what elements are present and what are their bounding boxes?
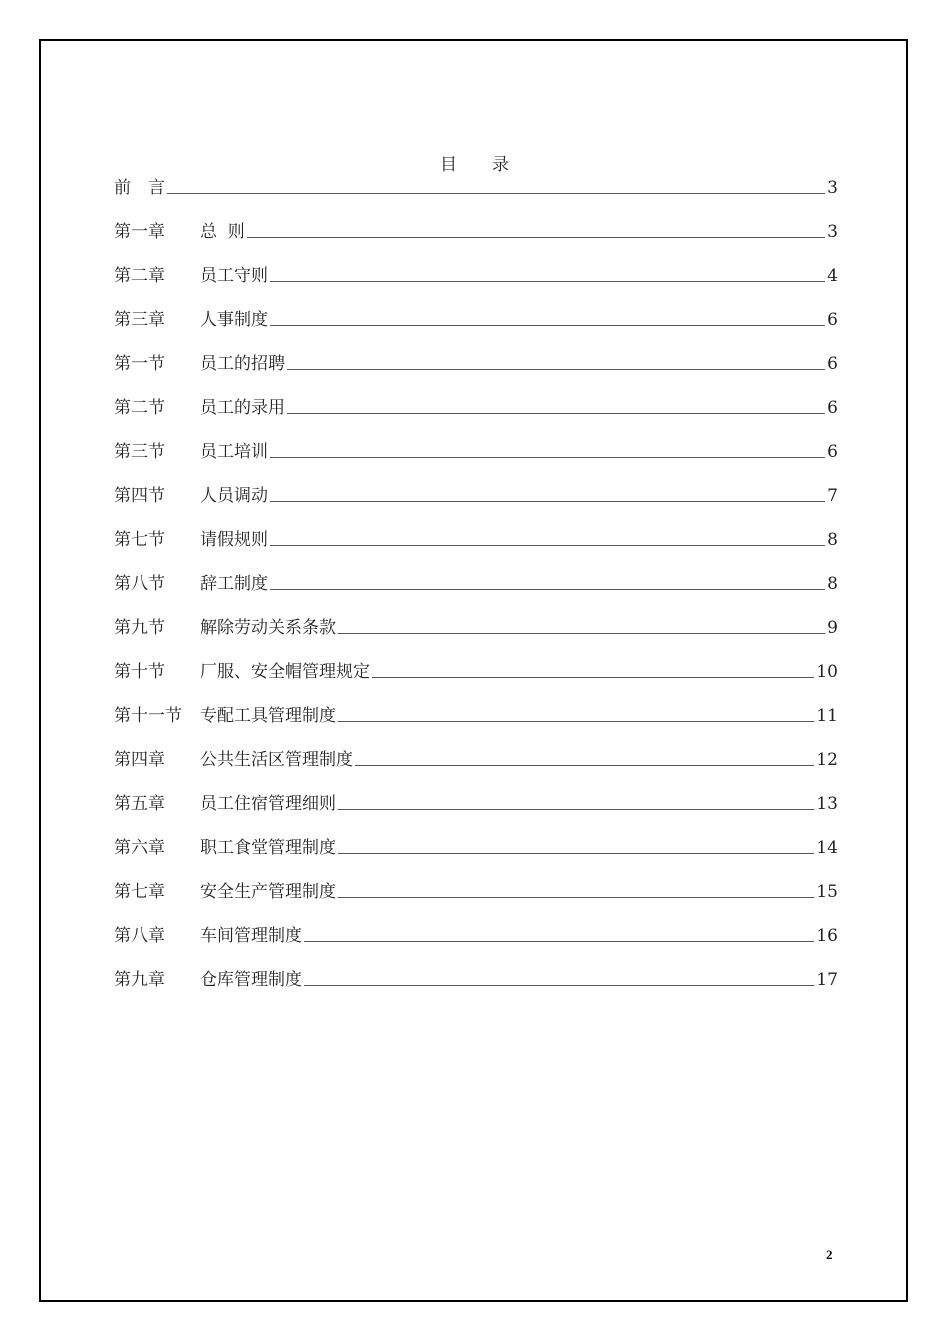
toc-entry-text: 员工住宿管理细则	[200, 794, 336, 814]
toc-entry-text: 辞工制度	[200, 574, 268, 594]
toc-leader-line	[270, 456, 825, 458]
toc-entry-page: 16	[816, 926, 838, 946]
toc-leader-line	[338, 852, 814, 854]
toc-entry-label: 前 言	[114, 178, 165, 198]
toc-entry-page: 3	[827, 222, 838, 242]
toc-leader-line	[287, 412, 825, 414]
toc-entry-text: 解除劳动关系条款	[200, 618, 336, 638]
toc-entry-text: 专配工具管理制度	[200, 706, 336, 726]
toc-entry-text: 员工的招聘	[200, 354, 285, 374]
toc-leader-line	[270, 544, 825, 546]
toc-entry-label: 第六章	[114, 838, 165, 858]
toc-entry[interactable]	[114, 904, 838, 948]
toc-entry-page: 6	[827, 398, 838, 418]
toc-entry[interactable]	[114, 288, 838, 332]
toc-entry[interactable]	[114, 684, 838, 728]
toc-leader-line	[270, 500, 825, 502]
toc-leader-line	[304, 984, 814, 986]
toc-entry-label: 第一章	[114, 222, 165, 242]
toc-entry-label: 第七节	[114, 530, 165, 550]
toc-entry-label: 第五章	[114, 794, 165, 814]
toc-entry-page: 9	[827, 618, 838, 638]
toc-entry-text: 仓库管理制度	[200, 970, 302, 990]
toc-entry[interactable]	[114, 376, 838, 420]
toc-entry[interactable]	[114, 552, 838, 596]
toc-entry-page: 11	[816, 706, 838, 726]
toc-entry[interactable]	[114, 332, 838, 376]
toc-leader-line	[287, 368, 825, 370]
toc-leader-line	[167, 192, 825, 194]
toc-entry-text: 员工的录用	[200, 398, 285, 418]
toc-entry-page: 8	[827, 530, 838, 550]
toc-entry-label: 第八节	[114, 574, 165, 594]
toc-entry-text: 安全生产管理制度	[200, 882, 336, 902]
toc-entry-label: 第九章	[114, 970, 165, 990]
toc-entry-label: 第八章	[114, 926, 165, 946]
toc-entry-text: 请假规则	[200, 530, 268, 550]
toc-entry-page: 17	[816, 970, 838, 990]
toc-entry-page: 15	[816, 882, 838, 902]
toc-entry-label: 第三章	[114, 310, 165, 330]
toc-entry-label: 第一节	[114, 354, 165, 374]
toc-leader-line	[304, 940, 814, 942]
toc-entry-label: 第十节	[114, 662, 165, 682]
toc-entry-page: 6	[827, 442, 838, 462]
toc-entry[interactable]	[114, 816, 838, 860]
toc-entry-label: 第十一节	[114, 706, 182, 726]
toc-entry-page: 4	[827, 266, 838, 286]
toc-entry-page: 7	[827, 486, 838, 506]
toc-title-left: 目	[440, 155, 458, 175]
toc-leader-line	[270, 324, 825, 326]
toc-entry-page: 12	[816, 750, 838, 770]
toc-entry-label: 第四章	[114, 750, 165, 770]
toc-entry-text: 总 则	[200, 222, 245, 242]
toc-leader-line	[355, 764, 814, 766]
toc-entry-preface[interactable]	[114, 174, 838, 200]
toc-entry-text: 员工培训	[200, 442, 268, 462]
toc-title	[0, 150, 950, 175]
toc-leader-line	[338, 632, 825, 634]
toc-entry[interactable]	[114, 640, 838, 684]
toc-entry[interactable]	[114, 244, 838, 288]
toc-list	[114, 174, 838, 992]
toc-entry[interactable]	[114, 464, 838, 508]
toc-entry-text: 员工守则	[200, 266, 268, 286]
toc-entry-label: 第二节	[114, 398, 165, 418]
toc-entry-page: 13	[816, 794, 838, 814]
toc-entry[interactable]	[114, 596, 838, 640]
toc-entry-text: 厂服、安全帽管理规定	[200, 662, 370, 682]
toc-entry-page: 10	[816, 662, 838, 682]
toc-entry[interactable]	[114, 860, 838, 904]
toc-entry[interactable]	[114, 200, 838, 244]
toc-leader-line	[338, 720, 814, 722]
toc-leader-line	[338, 896, 814, 898]
toc-leader-line	[270, 280, 825, 282]
toc-entry-label: 第二章	[114, 266, 165, 286]
toc-entry-page: 8	[827, 574, 838, 594]
toc-entry[interactable]	[114, 728, 838, 772]
toc-entry-page: 3	[827, 178, 838, 198]
toc-entry[interactable]	[114, 948, 838, 992]
toc-entry-label: 第七章	[114, 882, 165, 902]
toc-leader-line	[372, 676, 814, 678]
toc-title-right: 录	[492, 155, 510, 175]
toc-entry-text: 车间管理制度	[200, 926, 302, 946]
page-number: 2	[826, 1247, 833, 1262]
toc-leader-line	[338, 808, 814, 810]
toc-entry-page: 6	[827, 310, 838, 330]
toc-leader-line	[247, 236, 825, 238]
toc-entry-label: 第四节	[114, 486, 165, 506]
toc-entry-text: 公共生活区管理制度	[200, 750, 353, 770]
toc-entry[interactable]	[114, 772, 838, 816]
toc-entry-text: 职工食堂管理制度	[200, 838, 336, 858]
toc-entry-label: 第九节	[114, 618, 165, 638]
toc-entry-label: 第三节	[114, 442, 165, 462]
toc-entry[interactable]	[114, 508, 838, 552]
toc-entry-page: 14	[816, 838, 838, 858]
toc-entry-text: 人事制度	[200, 310, 268, 330]
toc-leader-line	[270, 588, 825, 590]
toc-entry[interactable]	[114, 420, 838, 464]
toc-entry-page: 6	[827, 354, 838, 374]
toc-entry-text: 人员调动	[200, 486, 268, 506]
